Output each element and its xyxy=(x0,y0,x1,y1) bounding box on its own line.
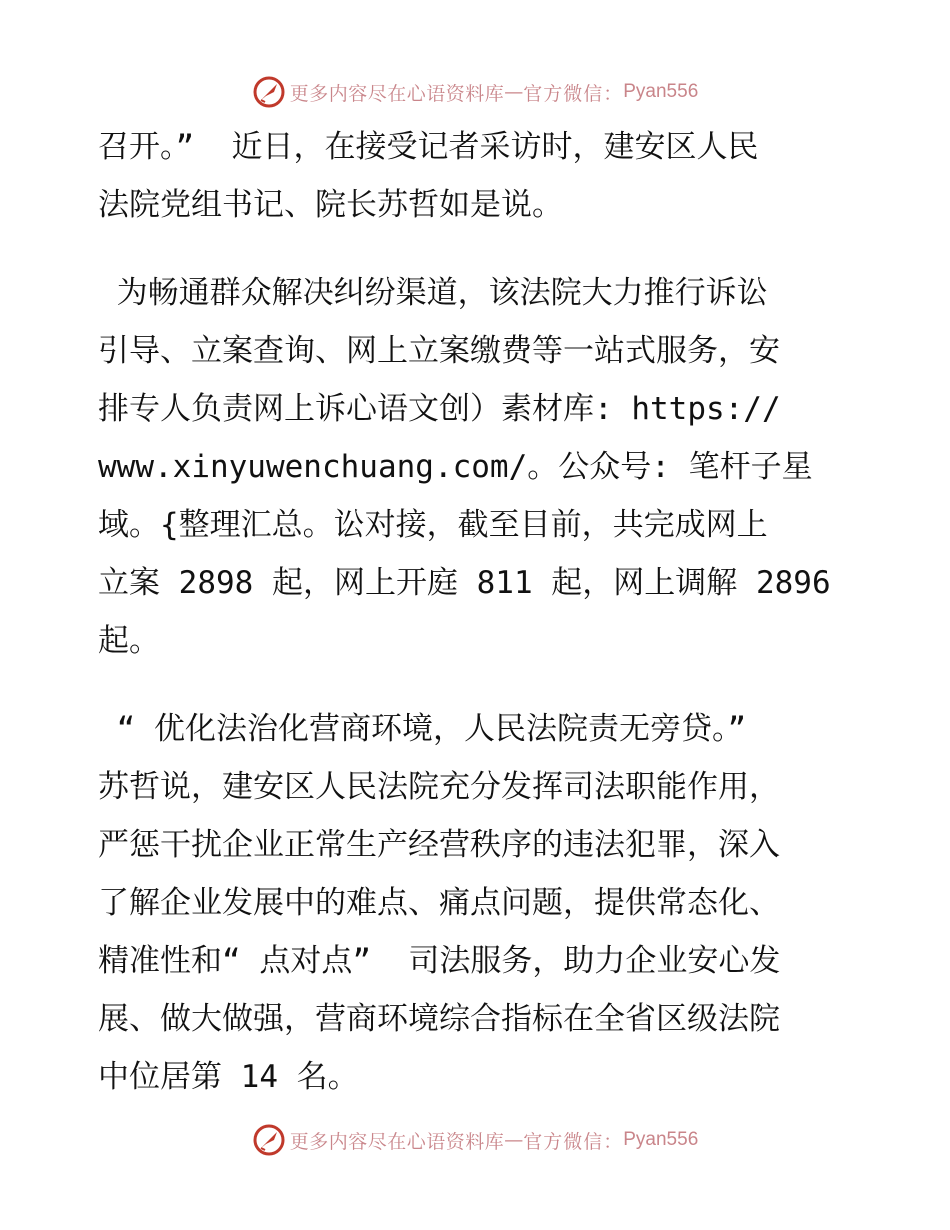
header-watermark xyxy=(0,72,950,112)
watermark-brand: 更多内容尽在心语资料库 xyxy=(289,1130,505,1153)
footer-watermark xyxy=(0,1120,950,1160)
text-line: 苏哲说，建安区人民法院充分发挥司法职能作用， xyxy=(98,769,780,805)
text-line: 起。 xyxy=(98,623,160,659)
text-line: 引导、立案查询、网上立案缴费等一站式服务，安 xyxy=(98,333,780,369)
text-line: 精准性和“ 点对点” 司法服务，助力企业安心发 xyxy=(98,943,781,979)
paragraph-3 xyxy=(98,700,858,1106)
text-line: “ 优化法治化营商环境，人民法院责无旁贷。” xyxy=(98,711,747,747)
text-line: 召开。” 近日，在接受记者采访时，建安区人民 xyxy=(98,129,759,165)
watermark-separator: — xyxy=(504,1129,524,1151)
quill-logo-icon xyxy=(252,1123,286,1157)
text-line: 严惩干扰企业正常生产经营秩序的违法犯罪，深入 xyxy=(98,827,780,863)
text-line: 展、做大做强，营商环境综合指标在全省区级法院 xyxy=(98,1001,780,1037)
text-line: 为畅通群众解决纠纷渠道，该法院大力推行诉讼 xyxy=(98,275,768,311)
text-line: 排专人负责网上诉心语文创）素材库: https:// xyxy=(98,391,781,427)
text-line: 中位居第 14 名。 xyxy=(98,1059,359,1095)
text-line: 法院党组书记、院长苏哲如是说。 xyxy=(98,187,563,223)
watermark-label: 官方微信： xyxy=(523,82,624,105)
watermark-id: Pyan556 xyxy=(623,1129,699,1150)
watermark-separator: — xyxy=(504,81,524,103)
quill-logo-icon xyxy=(252,75,286,109)
text-line: 了解企业发展中的难点、痛点问题，提供常态化、 xyxy=(98,885,780,921)
paragraph-1 xyxy=(98,118,858,234)
paragraph-2 xyxy=(98,264,858,670)
text-line: www.xinyuwenchuang.com/。公众号: 笔杆子星 xyxy=(98,449,813,485)
text-line: 域。{整理汇总。讼对接，截至目前，共完成网上 xyxy=(98,507,768,543)
text-line: 立案 2898 起，网上开庭 811 起，网上调解 2896 xyxy=(98,565,831,601)
watermark-label: 官方微信： xyxy=(523,1130,624,1153)
watermark-id: Pyan556 xyxy=(623,81,699,102)
article-body xyxy=(98,118,858,1106)
watermark-brand: 更多内容尽在心语资料库 xyxy=(289,82,505,105)
